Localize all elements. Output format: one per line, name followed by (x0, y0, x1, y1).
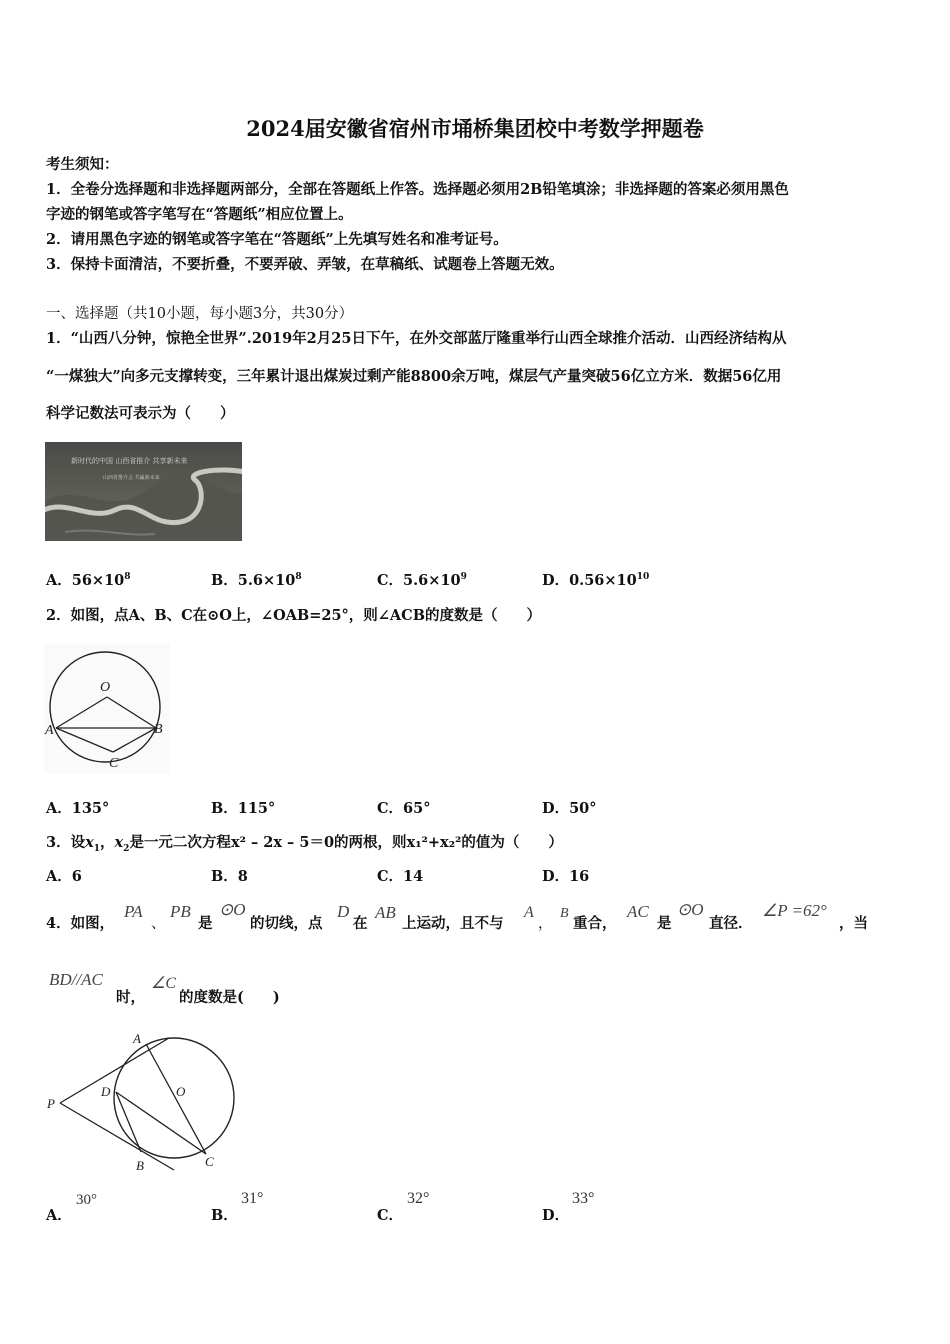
q1-line-3: 科学记数法可表示为（ ） (46, 405, 235, 422)
q4-sep: 、 (151, 916, 166, 932)
q1-photo (45, 442, 242, 541)
q2-option-d[interactable]: D．50° (542, 800, 597, 817)
q4-text-9: ，当 (839, 915, 868, 932)
q3-stem: 3．设$x_1$，$x_2$是一元二次方程x² – 2x – 5＝0的两根，则x₁²+x₂²的值为（ ） (46, 834, 563, 854)
q3-option-d[interactable]: D．16 (542, 868, 590, 885)
q1-option-a[interactable]: A．$56\times 10^8$ (46, 572, 131, 589)
q2-option-a[interactable]: A．135° (46, 800, 110, 817)
photo-caption-2: 山西省推介会 共赢新未来 (103, 475, 160, 481)
label-c: C (205, 1154, 214, 1169)
label-o: O (176, 1084, 186, 1099)
q4-text-5: 上运动，且不与 (402, 915, 504, 932)
q4-angle-c: ∠C (151, 975, 177, 992)
q4-prefix: 4．如图， (46, 915, 115, 932)
q2-circle-diagram (44, 644, 170, 774)
q2-option-b[interactable]: B．115° (211, 800, 276, 817)
q4-text-3: 的切线，点 (250, 915, 323, 932)
q3-equation: x² – 2x – 5＝0 (230, 834, 335, 851)
q4-text-11: 的度数是( ) (179, 989, 280, 1006)
q1-line-1: 1．“山西八分钟，惊艳全世界”.2019年2月25日下午，在外交部蓝厅隆重举行山西全球推介活动．山西经济结构从 (46, 330, 787, 347)
q3-option-a[interactable]: A．6 (46, 868, 82, 885)
q4-text-4: 在 (353, 915, 368, 932)
diameter-ac (146, 1044, 206, 1154)
q4-point-a: A (524, 904, 534, 921)
q4-pb: PB (170, 902, 191, 921)
label-b: B (136, 1158, 144, 1173)
notice-line-1b: 字迹的钢笔或答字笔写在“答题纸”相应位置上。 (46, 206, 353, 223)
notice-line-2: 2．请用黑色字迹的钢笔或答字笔在“答题纸”上先填写姓名和准考证号。 (46, 231, 508, 248)
q3-option-c[interactable]: C．14 (377, 868, 424, 885)
q4-tangent-diagram (44, 1030, 244, 1180)
q4-angle-p: ∠P =62° (762, 901, 827, 920)
q1-option-c[interactable]: C．$5.6\times 10^9$ (377, 572, 467, 589)
label-c: C (109, 756, 119, 771)
notice-heading: 考生须知： (46, 156, 119, 173)
notice-line-1: 1．全卷分选择题和非选择题两部分，全部在答题纸上作答。选择题必须用2B铅笔填涂；非选择题的答案必须用黑色 (46, 181, 789, 198)
q4-circle-o-2: ⊙O (677, 900, 704, 919)
q4-comma: ， (538, 916, 553, 932)
q2-stem: 2．如图，点A、B、C在⊙O上，∠OAB=25°，则∠ACB的度数是（ ） (46, 607, 541, 624)
q4-text-2: 是 (198, 915, 213, 932)
tangent-pb (60, 1103, 174, 1170)
q4-text-8: 直径． (709, 915, 753, 932)
q4-text-7: 是 (657, 915, 672, 932)
label-a: A (45, 723, 54, 738)
q4-text-10: 时， (116, 989, 145, 1006)
q1-option-b[interactable]: B．$5.6\times 10^8$ (211, 572, 302, 589)
label-o: O (100, 680, 111, 695)
q1-option-d[interactable]: D．$0.56\times 10^{10}$ (542, 572, 650, 589)
label-a: A (133, 1031, 141, 1046)
q4-ac: AC (627, 902, 649, 921)
q4-condition: BD//AC (49, 970, 103, 989)
q4-point-d: D (337, 902, 350, 921)
q3-expression: x₁²+x₂² (406, 834, 462, 851)
q4-arc-ab: AB (375, 903, 396, 922)
label-p: P (47, 1096, 55, 1111)
section-heading: 一、选择题（共10小题，每小题3分，共30分） (46, 306, 354, 322)
q4-point-b: B (560, 906, 569, 921)
q4-pa: PA (124, 902, 143, 921)
q2-option-c[interactable]: C．65° (377, 800, 431, 817)
notice-line-3: 3．保持卡面清洁，不要折叠，不要弄破、弄皱，在草稿纸、试题卷上答题无效。 (46, 256, 564, 273)
q3-option-b[interactable]: B．8 (211, 868, 248, 885)
q4-text-6: 重合， (573, 915, 617, 932)
page-title: 2024届安徽省宿州市埇桥集团校中考数学押题卷 (246, 116, 704, 141)
photo-caption-1: 新时代的中国 山西省推介 共享新未来 (71, 457, 188, 465)
label-d: D (101, 1084, 111, 1099)
circle-o (114, 1038, 234, 1158)
label-b: B (154, 722, 163, 737)
q1-line-2: “一煤独大”向多元支撑转变，三年累计退出煤炭过剩产能8800余万吨，煤层气产量突破56亿立方米．数据56亿用 (46, 368, 782, 385)
q4-circle-o: ⊙O (219, 900, 246, 919)
